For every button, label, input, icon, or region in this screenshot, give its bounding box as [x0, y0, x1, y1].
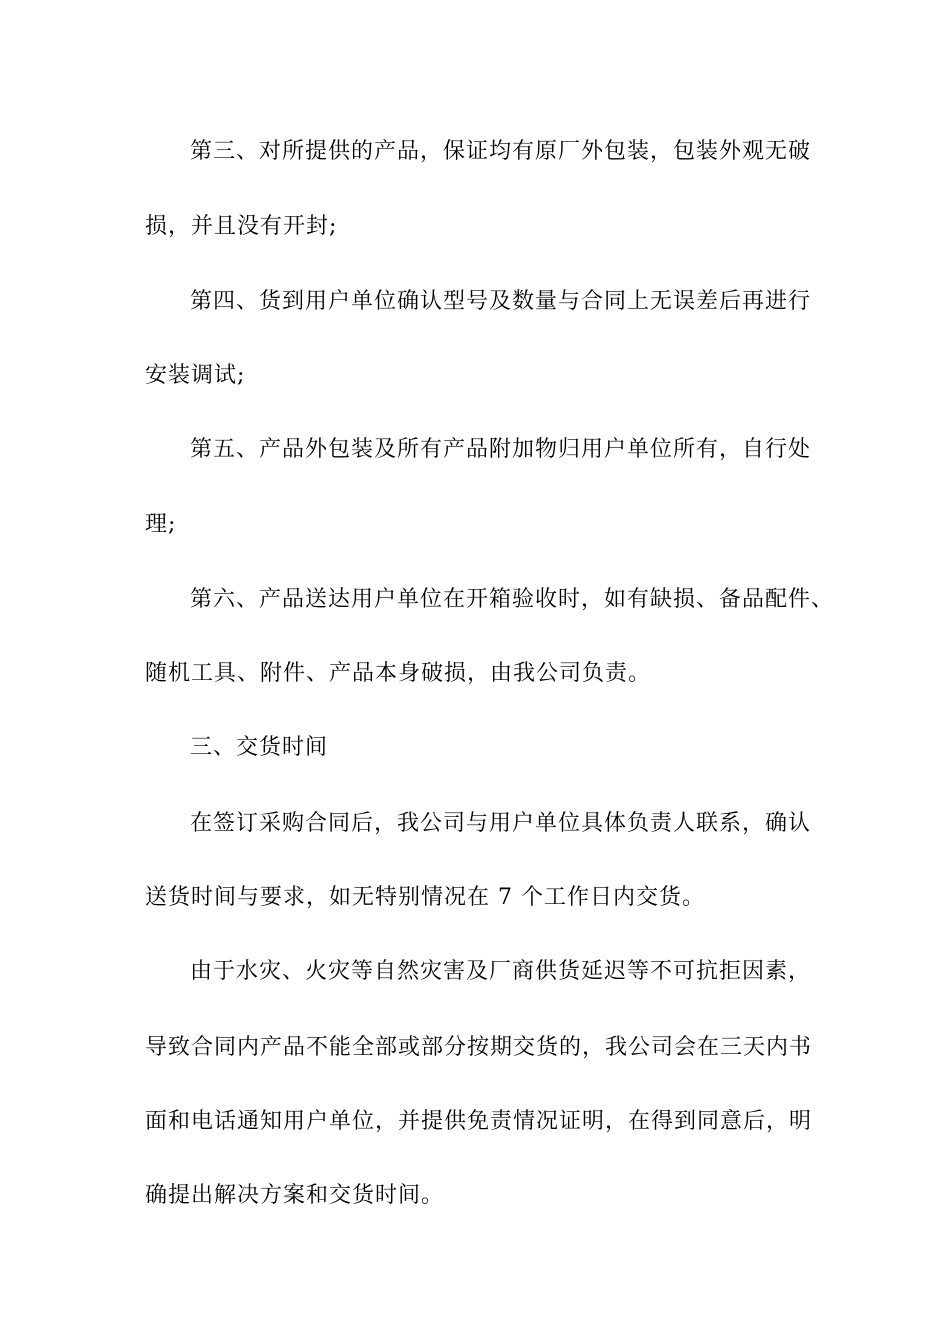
paragraph-line: 导致合同内产品不能全部或部分按期交货的，我公司会在三天内书	[145, 1035, 813, 1060]
paragraph-line: 第三、对所提供的产品，保证均有原厂外包装，包装外观无破	[190, 139, 812, 164]
paragraph-line: 由于水灾、火灾等自然灾害及厂商供货延迟等不可抗拒因素，	[190, 959, 812, 984]
paragraph-line: 损，并且没有开封;	[145, 214, 338, 239]
paragraph-line: 第五、产品外包装及所有产品附加物归用户单位所有，自行处	[190, 437, 812, 462]
paragraph-line: 第六、产品送达用户单位在开箱验收时，如有缺损、备品配件、	[190, 587, 835, 612]
section-heading: 三、交货时间	[190, 735, 329, 760]
paragraph-line: 第四、货到用户单位确认型号及数量与合同上无误差后再进行	[190, 289, 812, 314]
paragraph-line: 送货时间与要求，如无特别情况在 7 个工作日内交货。	[145, 885, 705, 910]
paragraph-line: 面和电话通知用户单位，并提供免责情况证明，在得到同意后，明	[145, 1109, 813, 1134]
paragraph-line: 随机工具、附件、产品本身破损，由我公司负责。	[145, 661, 652, 686]
paragraph-line: 安装调试;	[145, 363, 246, 388]
paragraph-line: 理;	[145, 512, 177, 537]
paragraph-line: 确提出解决方案和交货时间。	[145, 1183, 445, 1208]
paragraph-line: 在签订采购合同后，我公司与用户单位具体负责人联系，确认	[190, 811, 812, 836]
